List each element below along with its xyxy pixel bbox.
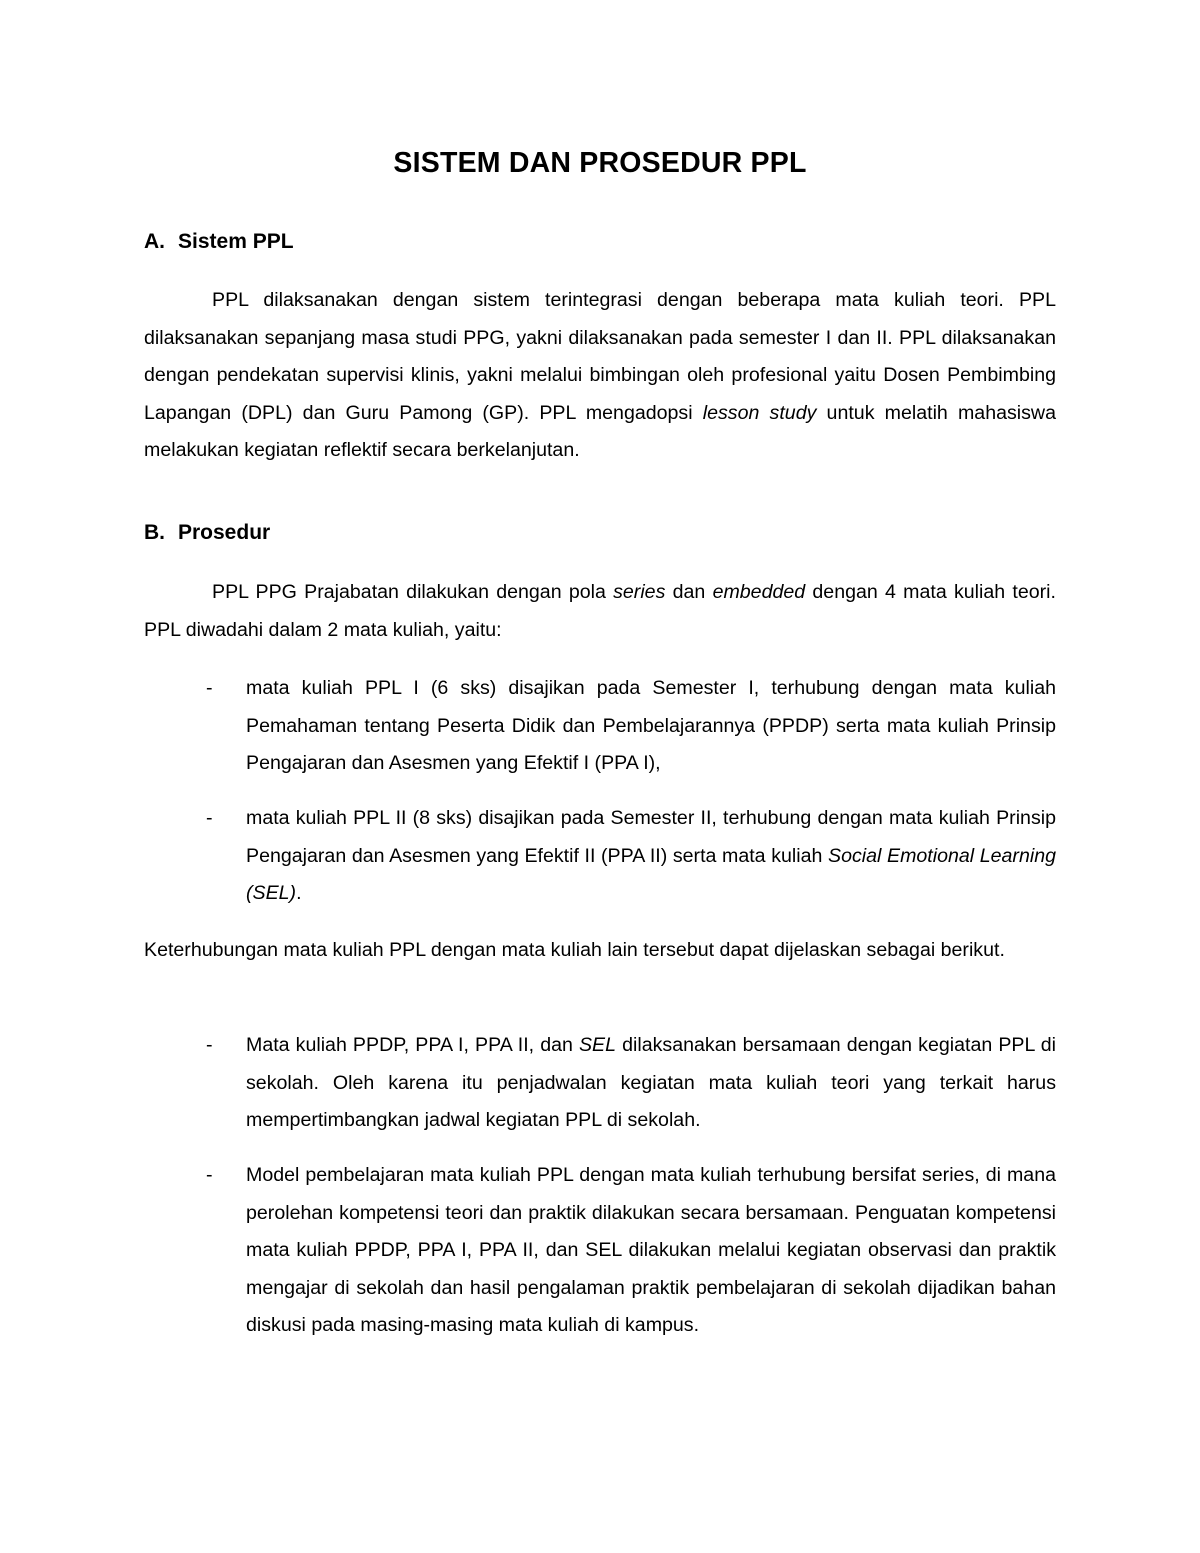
- bullet-text-content: Mata kuliah PPDP, PPA I, PPA II, dan: [246, 1034, 579, 1056]
- section-a-title: Sistem PPL: [178, 230, 294, 253]
- section-a-paragraph: [144, 282, 1056, 470]
- bullet-text-content: Model pembelajaran mata kuliah PPL dengan mata kuliah terhubung bersifat series, di mana perolehan kompetensi teori dan praktik dilakukan secara bersamaan. Penguatan kompetensi mata kuliah PPDP, PPA I, PPA II, dan SEL dilakukan melalui kegiatan observasi dan praktik mengajar di sekolah dan hasil pengalaman praktik pembelajaran di sekolah dijadikan bahan diskusi pada masing-masing mata kuliah di kampus.: [246, 1164, 1056, 1337]
- bullet-dash: -: [206, 1034, 213, 1056]
- bullet-text: [246, 1027, 1056, 1140]
- bullet-dash: -: [206, 677, 213, 699]
- section-b-title: Prosedur: [178, 521, 271, 544]
- document-title: SISTEM DAN PROSEDUR PPL: [393, 147, 807, 179]
- bullet-text-content: mata kuliah PPL II (8 sks) disajikan pada Semester II, terhubung dengan mata kuliah Prinsip Pengajaran dan Asesmen yang Efektif II (PPA II) serta mata kuliah: [246, 807, 1056, 867]
- bullet-text: [246, 800, 1056, 913]
- section-a-italic-lesson-study: lesson study: [702, 401, 817, 424]
- bullet-text-tail: .: [296, 882, 302, 905]
- bullet-dash: -: [206, 1164, 213, 1186]
- section-b-intro-text-3: dengan 4 mata kuliah teori. PPL diwadahi dalam 2 mata kuliah, yaitu:: [144, 581, 1056, 641]
- section-b-heading: [144, 519, 270, 547]
- bullet-italic-sel: SEL: [578, 1034, 617, 1056]
- section-a-number: A.: [144, 230, 165, 253]
- section-b-number: B.: [144, 521, 165, 544]
- bullet-italic-sel: Social Emotional Learning (SEL): [246, 844, 1056, 905]
- connection-paragraph: Keterhubungan mata kuliah PPL dengan mata kuliah lain tersebut dapat dijelaskan sebagai berikut.: [144, 939, 1005, 961]
- section-b-intro-italic-embedded: embedded: [712, 581, 806, 603]
- section-b-intro-text-2: dan: [665, 581, 713, 603]
- bullet-text: [246, 670, 1056, 783]
- section-a-heading: [144, 228, 294, 256]
- bullet-text-content: mata kuliah PPL I (6 sks) disajikan pada Semester I, terhubung dengan mata kuliah Pemahaman tentang Peserta Didik dan Pembelajarannya (PPDP) serta mata kuliah Prinsip Pengajaran dan Asesmen yang Efektif I (PPA I),: [246, 677, 1056, 775]
- section-b-intro-text-1: PPL PPG Prajabatan dilakukan dengan pola: [212, 581, 614, 603]
- bullet-text-tail: dilaksanakan bersamaan dengan kegiatan PPL di sekolah. Oleh karena itu penjadwalan kegiatan mata kuliah teori yang terkait harus mempertimbangkan jadwal kegiatan PPL di sekolah.: [246, 1034, 1056, 1132]
- section-a-text-1: PPL dilaksanakan dengan sistem terintegrasi dengan beberapa mata kuliah teori. PPL dilaksanakan sepanjang masa studi PPG, yakni dilaksanakan pada semester I dan II. PPL dilaksanakan dengan pendekatan supervisi klinis, yakni melalui bimbingan oleh profesional yaitu Dosen Pembimbing Lapangan (DPL) dan Guru Pamong (GP). PPL mengadopsi: [144, 289, 1056, 424]
- section-b-intro-paragraph: [144, 574, 1056, 649]
- section-b-intro-italic-series: series: [613, 581, 666, 603]
- section-a-text-2: untuk melatih mahasiswa melakukan kegiatan reflektif secara berkelanjutan.: [144, 401, 1056, 462]
- bullet-text: [246, 1157, 1056, 1345]
- bullet-dash: -: [206, 807, 213, 829]
